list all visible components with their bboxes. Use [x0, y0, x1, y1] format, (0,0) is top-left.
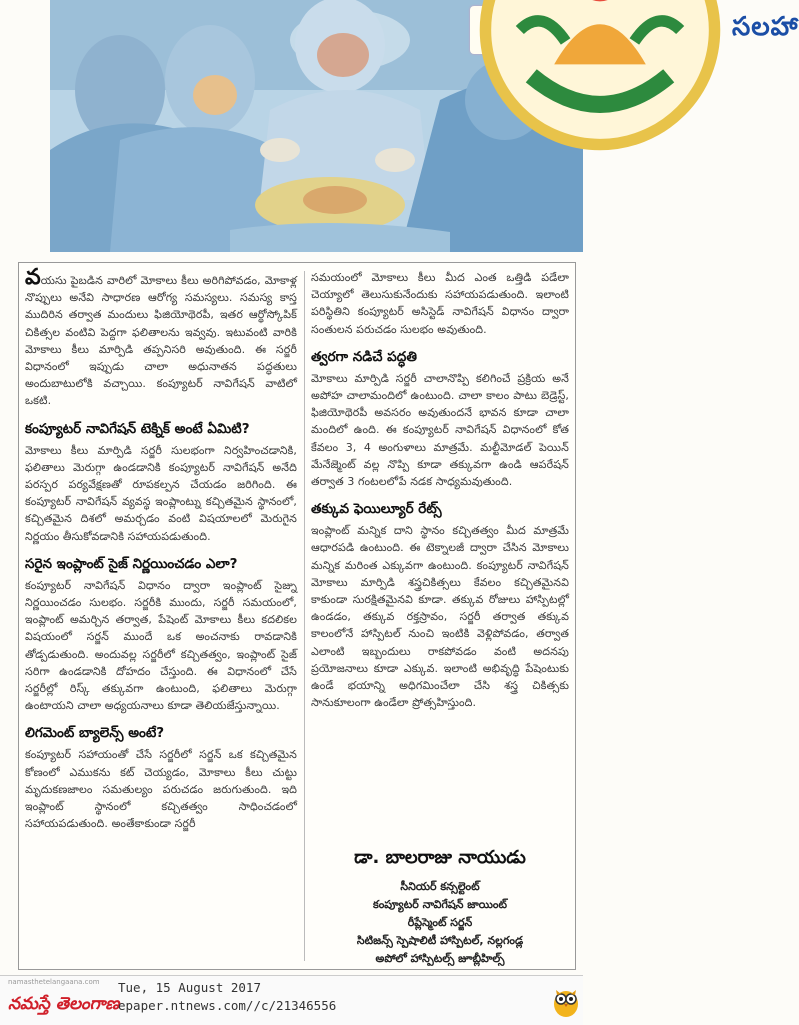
owl-icon	[552, 984, 580, 1018]
salaha-logo-text: సలహా	[732, 12, 799, 42]
section-heading-ligament-balance: లిగమెంట్ బ్యాలెన్స్ అంటే?	[25, 725, 165, 742]
section-text-computer-navigation: మోకాలు కీలు మార్పిడి సర్జరీ సులభంగా నిర్వహించడానికి, ఫలితాలు మెరుగ్గా ఉండడానికి కంప్యూటర్ నావిగేషన్ అనేది పరస్పర పర్యవేక్షణతో రూపకల్పన చేయడం జరిగింది. ఈ కంప్యూటర్ నావిగేషన్ వ్యవస్థ ఇంప్లాంట్ను కచ్చితమైన స్థానంలో, కచ్చితమైన దిశలో అమర్చడం వంటి విషయాలలో మెరుగైన నిర్ణయం తీసుకోవడానికి సహాయపడుతుంది.	[25, 443, 297, 543]
salaha-logo-box	[470, 6, 799, 54]
section-heading-fast-walking: త్వరగా నడిచే పద్ధతి	[311, 348, 417, 365]
section-text-ligament-balance: కంప్యూటర్ సహాయంతో చేసే సర్జరీలో సర్జన్ ఒక కచ్చితమైన కోణంలో ఎముకను కట్ చెయ్యడం, మోకాలు కీలు చుట్టు మృదుకణజాలం సమతుల్యం పరుచడం జరుగుతుంది. ఇది ఇంప్లాంట్ స్థానంలో కచ్చితత్వం సాధించడంలో సహాయపడుతుంది. అంతేకాకుండా సర్జరీ	[25, 748, 297, 831]
intro-paragraph	[25, 265, 297, 410]
publication-date: Tue, 15 August 2017	[118, 980, 261, 995]
section-heading-failure-rates: తక్కువ ఫెయిల్యూర్ రేట్స్	[311, 501, 442, 518]
article-box	[18, 262, 576, 970]
continuation-paragraph: సమయంలో మోకాలు కీలు మీద ఎంత ఒత్తిడి పడేలా చెయ్యాలో తెలుసుకునేందుకు సహాయపడుతుంది. ఇలాంటి పరిస్థితిని కంప్యూటర్ అసిస్టెడ్ నావిగేషన్ విధానం ద్వారా సంతులన పరుచడం సులభం అవుతుంది.	[311, 271, 569, 336]
section-heading-implant-size: సరైన ఇంప్లాంట్ సైజ్ నిర్ణయించడం ఎలా?	[25, 555, 238, 572]
author-title: సీనియర్ కన్సల్టెంట్	[400, 880, 480, 893]
author-hospital-1: సిటిజన్స్ స్పెషాలిటీ హాస్పిటల్, నల్లగండ్ల	[356, 934, 524, 947]
epaper-footer	[0, 975, 583, 1025]
column-divider	[304, 271, 305, 961]
right-column	[311, 269, 569, 965]
author-name: డా. బాలరాజు నాయుడు	[354, 847, 526, 868]
intro-text: యసు పైబడిన వారిలో మోకాలు కీలు అరిగిపోవడం, మోకాళ్ల నొప్పులు అనేవి సాధారణ ఆరోగ్య సమస్యలు. సమస్య కాస్త ముదిరిన తర్వాత మందులు ఫిజియోథెరపీ, ఇతర ఆర్థోస్కోపిక్ చికిత్సల వంటివి పెద్దగా ఫలితాలను ఇవ్వవు. ఇటువంటి వారికి మోకాలు కీలు మార్పిడి తప్పనిసరి అవుతుంది. ఈ సర్జరీ విధానంలో ఇప్పుడు చాలా అధునాతన పద్ధతులు అందుబాటులోకి వచ్చాయి. కంప్యూటర్ నావిగేషన్ వాటిలో ఒకటి.	[25, 274, 297, 408]
brand-website: namasthetelangaana.com	[8, 978, 100, 986]
author-specialty-2: రీప్లేస్మెంట్ సర్జన్	[407, 916, 473, 929]
newspaper-brand-logo: నమస్తే తెలంగాణ	[8, 994, 120, 1014]
salaha-logo-icon	[474, 0, 726, 156]
author-hospital-2: అపోలో హాస్పిటల్స్ జూబ్లీహిల్స్	[375, 952, 505, 965]
author-signature	[311, 847, 569, 968]
section-text-implant-size: కంప్యూటర్ నావిగేషన్ విధానం ద్వారా ఇంప్లాంట్ సైజ్ను నిర్ణయించడం సులభం. సర్జరీకి ముందు, సర్జరీ సమయంలో, ఇంప్లాంట్ అమర్చిన తర్వాత, పేషెంట్ మోకాలు కీలు కదలికల విషయంలో సర్జన్ ముందే ఒక అంచనాకు రావడానికి తోడ్పడుతుంది. అందువల్ల సర్జరీలో కచ్చితత్వం, ఇంప్లాంట్ సైజ్ సరిగా ఉండడానికి దోహదం చేస్తుంది. ఈ విధానంలో చేసే సర్జరీల్లో రిస్క్ తక్కువగా ఉంటుంది, ఫలితాలు మెరుగ్గా ఉంటాయని చాలా అధ్యయనాలు కూడా తెలియజేస్తున్నాయి.	[25, 578, 297, 713]
dropcap: వ	[25, 265, 41, 290]
author-specialty: కంప్యూటర్ నావిగేషన్ జాయింట్	[372, 898, 508, 911]
epaper-link[interactable]: epaper.ntnews.com//c/21346556	[118, 998, 337, 1013]
left-column	[25, 265, 297, 834]
section-heading-computer-navigation: కంప్యూటర్ నావిగేషన్ టెక్నిక్ అంటే ఏమిటి?	[25, 420, 250, 437]
section-text-fast-walking: మోకాలు మార్పిడి సర్జరీ చాలానొప్పి కలిగించే ప్రక్రియ అనే అపోహ చాలామందిలో ఉంటుంది. చాలా కాలం పాటు బెడ్రెస్ట్, ఫిజియోథెరపీ అవసరం అవుతుందనే భావన కూడా చాలా మందిలో ఉంది. ఈ కంప్యూటర్ నావిగేషన్ విధానంలో కోత కేవలం 3, 4 అంగుళాలు మాత్రమే. మల్టీమోడల్ పెయిన్ మేనేజ్మెంట్ వల్ల నొప్పి కూడా తక్కువగా ఉండి ఆపరేషన్ తర్వాత 3 గంటలలోపే నడక సాధ్యమవుతుంది.	[311, 371, 569, 489]
section-text-failure-rates: ఇంప్లాంట్ మన్నిక దాని స్థానం కచ్చితత్వం మీద మాత్రమే ఆధారపడి ఉంటుంది. ఈ టెక్నాలజీ ద్వారా చేసిన మోకాలు మన్నిక మరింత ఎక్కువగా ఉంటుంది. కంప్యూటర్ నావిగేషన్ మోకాలు మార్పిడి శస్త్రచికిత్సలు కేవలం కచ్చితమైనవి కాకుండా సురక్షితమైనవి కూడా. తక్కువ రోజులు హాస్పిటల్లో ఉండడం, తక్కువ రక్తస్రావం, సర్జరీ తర్వాత తక్కువ కాలంలోనే హాస్పిటల్ నుంచి ఇంటికి వెళ్లిపోవడం, తర్వాత ఎలాంటి ఇబ్బందులు రాకపోవడం వంటి అదనపు ప్రయోజనాలు కూడా ఎక్కువ. ఇలాంటి అభివృద్ధి పేషెంటుకు ఉండే భయాన్ని అధిగమించేలా చేసి శస్త్ర చికిత్సకు సానుకూలంగా ఉండేలా ప్రోత్సహిస్తుంది.	[311, 524, 569, 710]
surgery-photo	[50, 0, 799, 252]
